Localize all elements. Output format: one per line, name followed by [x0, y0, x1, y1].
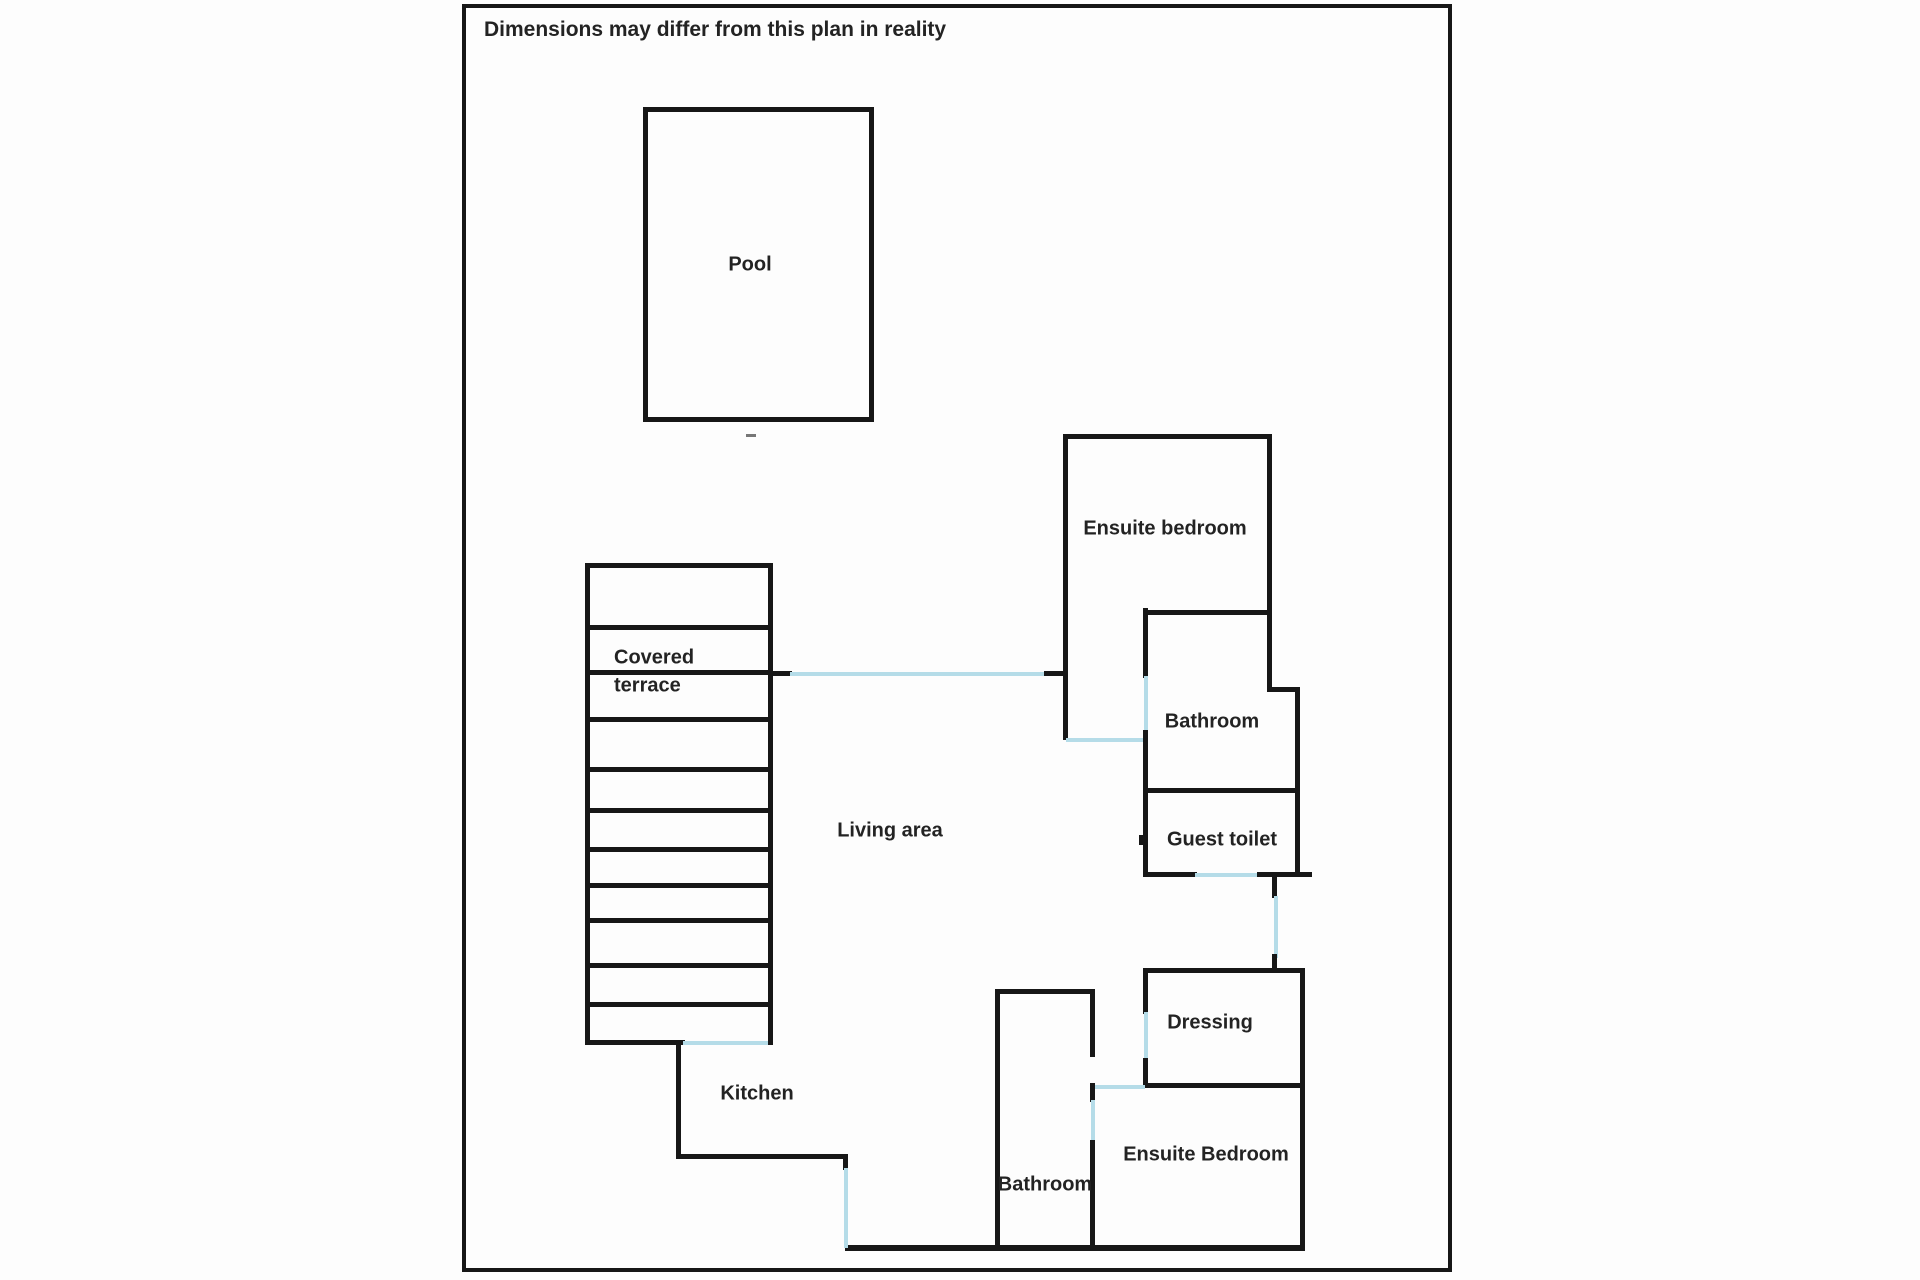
room-label-bathroom-bottom: Bathroom: [997, 1173, 1093, 1196]
pool-edge-bottom: [643, 417, 874, 422]
room-label-ensuite-bedroom-top: Ensuite bedroom: [1083, 517, 1247, 540]
terrace-slat: [585, 883, 773, 888]
outer-border-bottom: [462, 1268, 1452, 1272]
terrace-slat: [585, 767, 773, 772]
room-label-living-area: Living area: [837, 819, 943, 842]
room-label-guest-toilet: Guest toilet: [1166, 828, 1278, 851]
bathroom-top-wall-top: [1143, 610, 1272, 615]
pool-edge-left: [643, 107, 648, 422]
outer-border-top: [462, 4, 1452, 8]
ensuite-top-wall-left: [1063, 434, 1068, 740]
connector-stub-left: [770, 671, 792, 676]
terrace-slat: [585, 963, 773, 968]
terrace-slat: [585, 1002, 773, 1007]
bathroom-bottom-door-marker: [1091, 1100, 1095, 1142]
terrace-wall-right: [768, 563, 773, 1045]
disclaimer-text: Dimensions may differ from this plan in reality: [484, 18, 947, 41]
terrace-slat: [585, 625, 773, 630]
guest-toilet-stub-down: [1272, 872, 1277, 898]
guest-toilet-wall-bottom-left: [1143, 872, 1197, 877]
room-label-bathroom-top: Bathroom: [1164, 710, 1260, 733]
kitchen-wall-left: [676, 1043, 681, 1159]
ensuite-bottom-door-marker: [1094, 1085, 1145, 1089]
ensuite-top-wall-top: [1063, 434, 1272, 439]
room-label-covered-terrace-line2: terrace: [614, 674, 681, 697]
pool-edge-top: [643, 107, 874, 112]
dressing-ensuite-wall-right: [1300, 968, 1305, 1251]
kitchen-door-marker: [844, 1168, 848, 1248]
guest-toilet-dressing-door-marker: [1274, 896, 1278, 958]
bathroom-guest-toilet-divider: [1143, 788, 1300, 793]
bathroom-top-door-marker: [1144, 676, 1148, 732]
guest-toilet-wall-bottom-right: [1257, 872, 1312, 877]
terrace-wall-bottom: [585, 1040, 685, 1045]
outer-border-right: [1448, 4, 1452, 1272]
kitchen-wall-bottom: [676, 1154, 848, 1159]
bathroom-top-wall-left-upper: [1143, 608, 1148, 678]
terrace-slat: [585, 717, 773, 722]
room-label-covered-terrace-line1: Covered: [614, 646, 695, 669]
bathroom-top-wall-right: [1295, 687, 1300, 877]
dressing-door-marker: [1144, 1012, 1148, 1060]
terrace-slat: [585, 847, 773, 852]
outer-border-left: [462, 4, 466, 1272]
bathroom-bottom-wall-top: [995, 989, 1095, 994]
ensuite-top-door-marker: [1066, 738, 1146, 742]
dressing-wall-top: [1143, 968, 1305, 973]
terrace-wall-top: [585, 563, 773, 568]
room-label-dressing: Dressing: [1167, 1011, 1253, 1034]
pool-small-mark: [746, 434, 756, 437]
bathroom-bottom-wall-left: [995, 989, 1000, 1250]
pool-edge-right: [869, 107, 874, 422]
terrace-slat: [585, 918, 773, 923]
room-label-ensuite-bedroom-bottom: Ensuite Bedroom: [1123, 1143, 1289, 1166]
house-wall-bottom: [845, 1245, 1305, 1251]
room-label-pool: Pool: [728, 253, 772, 276]
dressing-wall-bottom: [1143, 1083, 1305, 1088]
ensuite-top-wall-right: [1267, 434, 1272, 692]
terrace-bedroom-door-marker: [790, 672, 1046, 676]
terrace-slat: [585, 808, 773, 813]
bathroom-top-wall-left-lower: [1143, 730, 1148, 877]
dressing-wall-left-upper: [1143, 968, 1148, 1014]
guest-toilet-door-marker: [1195, 873, 1257, 877]
guest-toilet-wall-notch: [1139, 835, 1145, 845]
bathroom-bottom-wall-right-upper: [1090, 989, 1095, 1057]
terrace-wall-left: [585, 563, 590, 1045]
terrace-door-marker: [683, 1041, 768, 1045]
room-label-kitchen: Kitchen: [720, 1082, 794, 1105]
